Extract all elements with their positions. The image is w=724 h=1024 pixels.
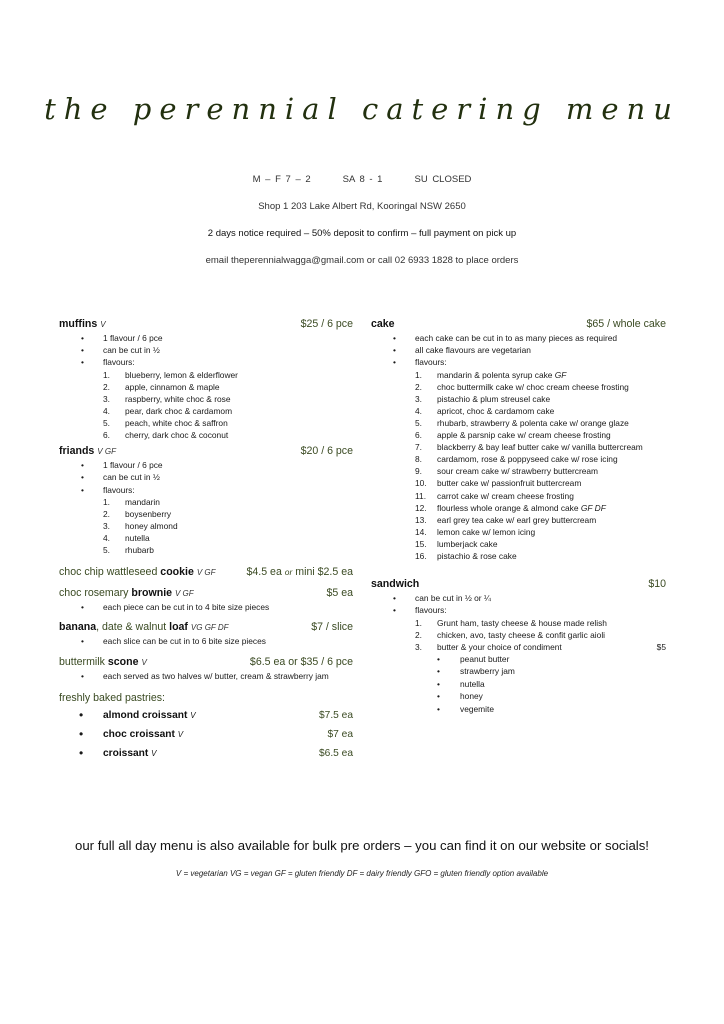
flavour-item xyxy=(371,641,666,653)
flavour-number: 9. xyxy=(415,466,422,477)
flavour-label: pear, dark choc & cardamom xyxy=(125,405,233,416)
flavour-number: 1. xyxy=(103,369,110,380)
flavour-label: mandarin xyxy=(125,496,160,507)
friands-heading: friands V GF xyxy=(59,445,116,458)
flavour-item xyxy=(59,429,353,441)
flavour-item xyxy=(371,405,666,417)
flavour-label: cherry, dark choc & coconut xyxy=(125,430,229,441)
flavour-number: 2. xyxy=(415,629,422,640)
flavour-label: butter & your choice of condiment xyxy=(437,641,562,652)
flavour-label: cardamom, rose & poppyseed cake w/ rose icing xyxy=(437,454,618,465)
flavour-number: 11. xyxy=(415,490,427,501)
bullet-item: • flavours: xyxy=(371,604,666,616)
flavour-number: 5. xyxy=(103,417,110,428)
flavour-number: 8. xyxy=(415,454,422,465)
order-notice: 2 days notice required – 50% deposit to confirm – full payment on pick up xyxy=(207,228,517,239)
brownie-heading: choc rosemary brownie V GF xyxy=(59,587,194,600)
pastries-section xyxy=(59,692,353,763)
flavour-label: lemon cake w/ lemon icing xyxy=(437,526,536,537)
flavour-item xyxy=(371,381,666,393)
flavour-number: 1. xyxy=(415,617,422,628)
flavour-label: peach, white choc & saffron xyxy=(125,417,228,428)
flavour-number: 3. xyxy=(103,393,110,404)
flavour-number: 4. xyxy=(415,405,422,416)
flavour-tag: GF DF xyxy=(580,502,606,513)
bullet-item: • 1 flavour / 6 pce xyxy=(59,332,353,344)
footer-message: our full all day menu is also available for bulk pre orders – you can find it on our website or socials! xyxy=(75,838,649,853)
flavour-item xyxy=(371,393,666,405)
condiment-item: • peanut butter xyxy=(371,653,666,666)
flavour-label: mandarin & polenta syrup cake xyxy=(437,369,553,380)
flavour-label: apple & parsnip cake w/ cream cheese frosting xyxy=(437,430,611,441)
cookie-heading: choc chip wattleseed cookie V GF xyxy=(59,566,216,579)
friands-section xyxy=(59,445,353,556)
flavour-item xyxy=(59,381,353,393)
flavour-item xyxy=(59,393,353,405)
flavour-item xyxy=(371,453,666,465)
pastry-price: $7.5 ea xyxy=(319,709,353,721)
flavour-number: 6. xyxy=(415,430,422,441)
flavour-label: flourless whole orange & almond cake xyxy=(437,502,579,513)
opening-hours xyxy=(0,174,724,185)
menu-title: the perennial catering menu xyxy=(44,92,680,126)
condiment-item: • vegemite xyxy=(371,703,666,716)
flavour-tag: GF xyxy=(554,369,567,380)
flavour-label: Grunt ham, tasty cheese & house made relish xyxy=(437,617,607,628)
flavour-label: butter cake w/ passionfruit buttercream xyxy=(437,478,582,489)
flavour-item xyxy=(371,490,666,502)
flavour-label: blackberry & bay leaf butter cake w/ vanilla buttercream xyxy=(437,442,643,453)
brownie-section xyxy=(59,587,353,613)
flavour-label: honey almond xyxy=(125,520,178,531)
flavour-number: 10. xyxy=(415,478,427,489)
loaf-price: $7 / slice xyxy=(311,621,353,634)
flavour-item xyxy=(59,496,353,508)
flavour-number: 2. xyxy=(103,381,110,392)
flavour-label: apple, cinnamon & maple xyxy=(125,381,220,392)
bullet-item: • flavours: xyxy=(371,356,666,368)
flavour-label: rhubarb xyxy=(125,545,154,556)
pastry-name: choc croissant xyxy=(103,728,175,740)
sandwich-heading: sandwich xyxy=(371,578,420,591)
flavour-label: pistachio & plum streusel cake xyxy=(437,393,551,404)
hours-sunday: SU CLOSED xyxy=(414,174,472,185)
flavour-item xyxy=(59,532,353,544)
pastry-tag: V xyxy=(177,729,184,739)
flavour-label: carrot cake w/ cream cheese frosting xyxy=(437,490,574,501)
pastry-price: $7 ea xyxy=(327,728,353,740)
dietary-legend: V = vegetarian VG = vegan GF = gluten friendly DF = dairy friendly GFO = gluten friendly option available xyxy=(175,869,549,878)
scone-note: • each served as two halves w/ butter, cream & strawberry jam xyxy=(59,670,353,682)
flavour-item xyxy=(59,544,353,556)
bullet-item: • can be cut in ½ or ¼ xyxy=(371,592,666,604)
pastry-item xyxy=(59,744,353,763)
loaf-section xyxy=(59,621,353,647)
flavour-number: 1. xyxy=(415,369,422,380)
flavour-item xyxy=(371,629,666,641)
condiment-item: • strawberry jam xyxy=(371,665,666,678)
sandwich-section xyxy=(371,578,666,715)
bullet-item: • can be cut in ½ xyxy=(59,471,353,483)
flavour-item xyxy=(371,465,666,477)
flavour-number: 12. xyxy=(415,502,427,513)
condiment-item: • nutella xyxy=(371,678,666,691)
flavour-number: 3. xyxy=(415,641,422,652)
flavour-item xyxy=(371,550,666,562)
contact-line: email theperennialwagga@gmail.com or call 02 6933 1828 to place orders xyxy=(205,255,519,266)
flavour-label: sour cream cake w/ strawberry buttercream xyxy=(437,466,599,477)
flavour-label: earl grey tea cake w/ earl grey buttercream xyxy=(437,514,597,525)
pastry-item xyxy=(59,725,353,744)
flavour-item xyxy=(59,417,353,429)
hours-saturday: SA 8 - 1 xyxy=(342,174,383,185)
scone-section xyxy=(59,656,353,682)
flavour-number: 1. xyxy=(103,496,110,507)
flavour-label: blueberry, lemon & elderflower xyxy=(125,369,238,380)
bullet-item: • flavours: xyxy=(59,356,353,368)
flavour-number: 3. xyxy=(415,393,422,404)
loaf-note: • each slice can be cut in to 6 bite size pieces xyxy=(59,635,353,647)
sandwich-price: $10 xyxy=(648,578,666,591)
bullet-item: • all cake flavours are vegetarian xyxy=(371,344,666,356)
pastry-tag: V xyxy=(151,748,157,758)
address: Shop 1 203 Lake Albert Rd, Kooringal NSW 2650 xyxy=(258,201,466,212)
flavour-number: 6. xyxy=(103,430,110,441)
flavour-item xyxy=(59,369,353,381)
flavour-label: chicken, avo, tasty cheese & confit garlic aioli xyxy=(437,629,606,640)
flavour-number: 5. xyxy=(103,545,110,556)
pastries-heading: freshly baked pastries: xyxy=(59,691,165,704)
cookie-section xyxy=(59,566,353,578)
flavour-label: rhubarb, strawberry & polenta cake w/ orange glaze xyxy=(437,417,629,428)
pastry-price: $6.5 ea xyxy=(319,747,353,759)
muffins-heading: muffins V xyxy=(59,318,106,330)
muffins-price: $25 / 6 pce xyxy=(300,318,353,330)
flavour-item xyxy=(371,617,666,629)
cake-section xyxy=(371,318,666,562)
flavour-item xyxy=(59,508,353,520)
flavour-number: 14. xyxy=(415,526,427,537)
right-column xyxy=(371,318,666,715)
bullet-item: • each cake can be cut in to as many pieces as required xyxy=(371,332,666,344)
cake-heading: cake xyxy=(371,318,395,330)
pastry-item xyxy=(59,706,353,725)
loaf-heading: banana, date & walnut loaf VG GF DF xyxy=(59,621,229,634)
flavour-number: 2. xyxy=(103,508,110,519)
flavour-number: 4. xyxy=(103,533,110,544)
flavour-item xyxy=(371,514,666,526)
flavour-label: choc buttermilk cake w/ choc cream cheese frosting xyxy=(437,381,629,392)
pastry-name: almond croissant xyxy=(103,709,188,721)
flavour-item xyxy=(59,520,353,532)
flavour-number: 13. xyxy=(415,514,427,525)
flavour-number: 2. xyxy=(415,381,422,392)
flavour-label: boysenberry xyxy=(125,508,172,519)
flavour-label: pistachio & rose cake xyxy=(437,551,517,562)
friands-price: $20 / 6 pce xyxy=(300,445,353,458)
flavour-label: apricot, choc & cardamom cake xyxy=(437,405,555,416)
flavour-item xyxy=(371,441,666,453)
brownie-price: $5 ea xyxy=(326,587,353,600)
flavour-label: raspberry, white choc & rose xyxy=(125,393,231,404)
pastry-name: croissant xyxy=(103,747,149,759)
flavour-item xyxy=(371,526,666,538)
cake-price: $65 / whole cake xyxy=(586,318,666,330)
scone-heading: buttermilk scone V xyxy=(59,655,147,668)
condiment-price: $5 xyxy=(656,641,666,652)
flavour-item xyxy=(371,369,666,381)
flavour-item xyxy=(371,429,666,441)
condiment-item: • honey xyxy=(371,690,666,703)
flavour-number: 16. xyxy=(415,551,427,562)
brownie-note: • each piece can be cut in to 4 bite size pieces xyxy=(59,601,353,613)
flavour-item xyxy=(371,538,666,550)
flavour-label: lumberjack cake xyxy=(437,538,498,549)
flavour-label: nutella xyxy=(125,533,150,544)
flavour-item xyxy=(371,477,666,489)
pastry-tag: V xyxy=(190,710,196,720)
bullet-item: • 1 flavour / 6 pce xyxy=(59,459,353,471)
flavour-number: 3. xyxy=(103,520,110,531)
bullet-item: • can be cut in ½ xyxy=(59,344,353,356)
flavour-number: 7. xyxy=(415,442,422,453)
flavour-item xyxy=(371,417,666,429)
cookie-price: $4.5 ea or mini $2.5 ea xyxy=(246,566,353,579)
muffins-section xyxy=(59,318,353,441)
hours-weekday: M – F 7 – 2 xyxy=(252,174,311,185)
flavour-number: 15. xyxy=(415,538,427,549)
flavour-item xyxy=(371,502,666,514)
flavour-number: 4. xyxy=(103,405,110,416)
flavour-item xyxy=(59,405,353,417)
scone-price: $6.5 ea or $35 / 6 pce xyxy=(249,655,353,668)
flavour-number: 5. xyxy=(415,417,422,428)
bullet-item: • flavours: xyxy=(59,484,353,496)
left-column xyxy=(59,318,353,763)
